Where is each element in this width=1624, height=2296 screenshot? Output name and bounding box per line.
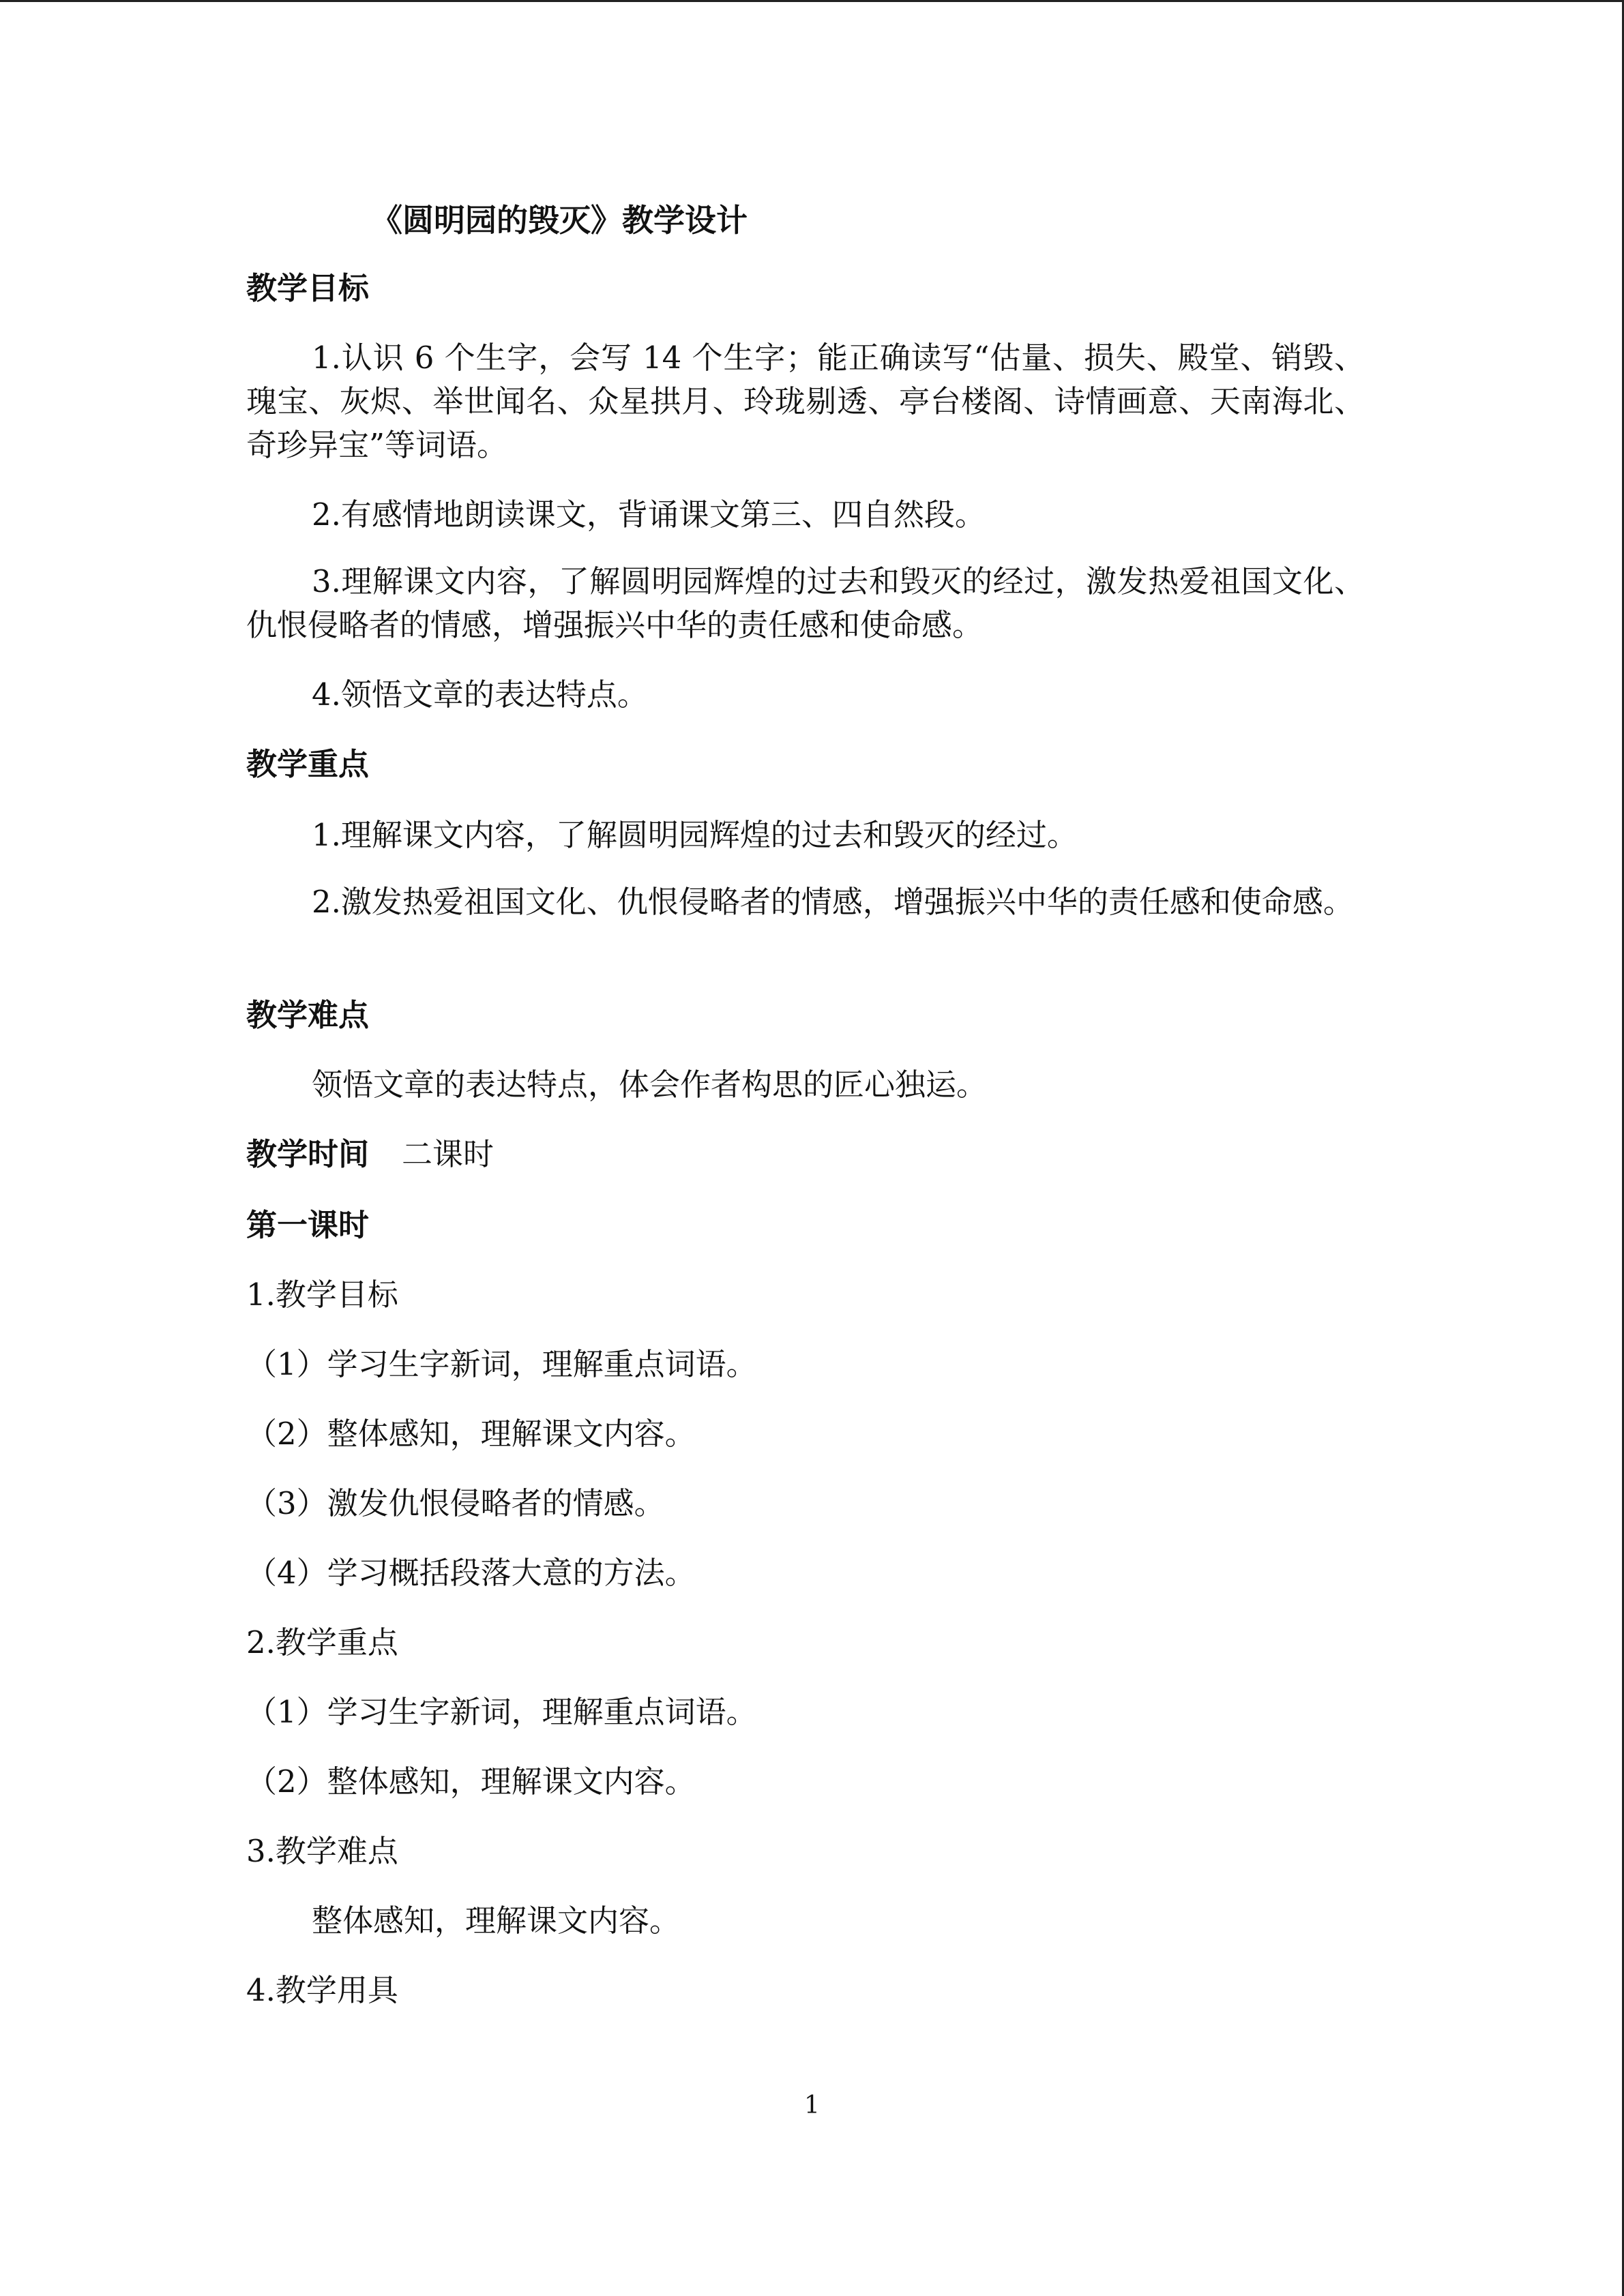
objective-item-4: 4.领悟文章的表达特点。 (312, 676, 648, 713)
lesson1-difficulty-text: 整体感知，理解课文内容。 (312, 1903, 681, 1939)
document-title: 《圆明园的毁灭》教学设计 (371, 202, 748, 239)
lesson1-objective-1: （1）学习生字新词，理解重点词语。 (246, 1346, 757, 1382)
lesson1-key-point-2: （2）整体感知，理解课文内容。 (246, 1763, 696, 1800)
key-point-item-1: 1.理解课文内容，了解圆明园辉煌的过去和毁灭的经过。 (312, 817, 1078, 853)
lesson1-objectives-heading: 1.教学目标 (246, 1277, 398, 1313)
objective-item-1: 1.认识 6 个生字，会写 14 个生字；能正确读写“估量、损失、殿堂、销毁、瑰宝、灰烬、举世闻名、众星拱月、玲珑剔透、亭台楼阁、诗情画意、天南海北、奇珍异宝”等词语。 (246, 340, 1365, 463)
teaching-time-value: 二课时 (402, 1136, 494, 1172)
key-point-item-2: 2.激发热爱祖国文化、仇恨侵略者的情感，增强振兴中华的责任感和使命感。 (312, 884, 1354, 920)
objective-item-3: 3.理解课文内容，了解圆明园辉煌的过去和毁灭的经过，激发热爱祖国文化、仇恨侵略者的情感，增强振兴中华的责任感和使命感。 (246, 563, 1365, 643)
key-points-heading: 教学重点 (246, 746, 370, 782)
lesson1-difficulty-heading: 3.教学难点 (246, 1833, 398, 1869)
teaching-time-heading: 教学时间 (246, 1136, 370, 1172)
lesson1-tools-heading: 4.教学用具 (246, 1972, 398, 2008)
difficulties-heading: 教学难点 (246, 997, 370, 1033)
lesson1-key-point-1: （1）学习生字新词，理解重点词语。 (246, 1694, 757, 1730)
lesson1-objective-3: （3）激发仇恨侵略者的情感。 (246, 1485, 665, 1521)
objective-item-2: 2.有感情地朗读课文，背诵课文第三、四自然段。 (312, 496, 986, 533)
lesson1-objective-4: （4）学习概括段落大意的方法。 (246, 1555, 696, 1591)
objectives-heading: 教学目标 (246, 270, 370, 306)
difficulties-text: 领悟文章的表达特点，体会作者构思的匠心独运。 (312, 1067, 988, 1103)
teaching-time-row (246, 1133, 1365, 1176)
lesson1-objective-2: （2）整体感知，理解课文内容。 (246, 1416, 696, 1452)
lesson1-key-heading: 2.教学重点 (246, 1624, 398, 1660)
lesson1-heading: 第一课时 (246, 1207, 370, 1243)
page-number: 1 (804, 2091, 820, 2119)
